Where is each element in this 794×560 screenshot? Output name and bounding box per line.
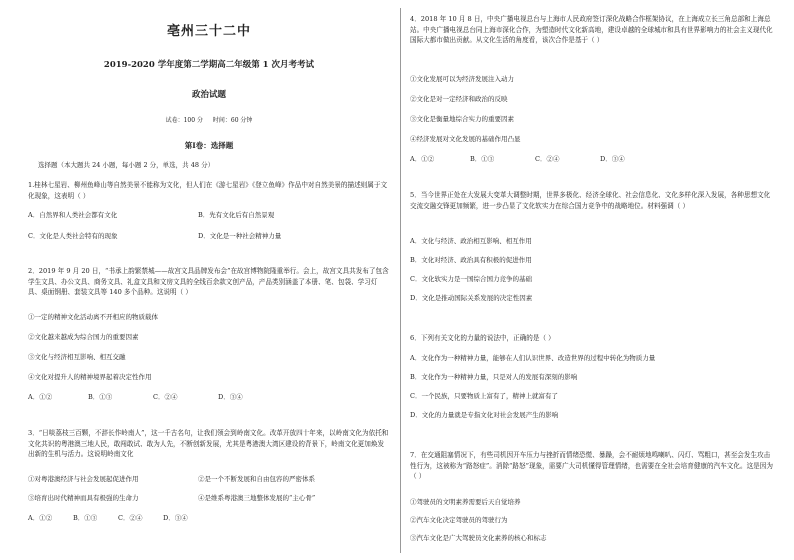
option[interactable]: D．③④: [163, 514, 188, 522]
statement: ③汽车文化是广大驾驶员文化素养的核心和标志: [410, 534, 547, 542]
statement: ④经济发展对文化发展的基础作用凸显: [410, 135, 521, 143]
subject-title: 政治试题: [191, 90, 226, 100]
option[interactable]: B．①③: [88, 393, 113, 401]
option[interactable]: C．②④: [153, 393, 178, 401]
statement: ②汽车文化决定驾驶员的驾驶行为: [410, 516, 508, 524]
time-label: 时间：60 分钟: [212, 117, 253, 124]
option[interactable]: B．①③: [73, 514, 98, 522]
option[interactable]: A．①②: [28, 393, 53, 401]
statement: ②是一个不断发展和自由包容的严密体系: [198, 475, 315, 483]
option[interactable]: C．一个民族，只要物质上富有了，精神上就富有了: [410, 392, 558, 400]
option[interactable]: B．①③: [470, 155, 495, 163]
part-title: 第Ⅰ卷：选择题: [184, 141, 234, 150]
exam-title: 2019-2020 学年度第二学期高二年级第 1 次月考考试: [103, 60, 315, 70]
school-name: 亳州三十二中: [166, 24, 251, 39]
question-3-stem: 3．“日啖荔枝三百颗，不辞长作岭南人”，这一千古名句，让我们领会到岭南文化。改革开放四十年来，以岭南文化为依托和文化共识的粤港澳三地人民，敢闯敢试、敢为人先，不断创新发展，尤其是粤港澳大湾区建设的背景下，岭南文化更加焕发出新的生机与活力。这说明岭南文化: [28, 429, 389, 458]
question-7-stem: 7．在交通阻塞情况下，有些司机因开车压力与挫折而情绪恐慌、暴躁，会不耐烦地鸣喇叭、闪灯、骂粗口，甚至会发生攻击性行为，这被称为“路怒症”。消除“路怒”现象，需要广大司机懂得管理情绪，也需要在全社会培育健康的汽车文化。这是因为（ ）: [410, 451, 773, 480]
option[interactable]: D．文化是推动国际关系发展的决定性因素: [410, 294, 533, 302]
question-1-stem: 1.桂林七星岩、柳州鱼峰山等自然美景不能称为文化，但人们在《游七星岩》《登立鱼峰》作品中对自然美景的描述则属于文化现象，这表明（ ）: [28, 181, 388, 200]
statement: ①文化发展可以为经济发展注入动力: [410, 75, 514, 83]
question-4-stem: 4．2018 年 10 月 8 日，中央广播电视总台与上海市人民政府签订深化战略合作框架协议，在上海成立长三角总部和上海总站。中央广播电视总台同上海市深化合作，为塑造时代文化新高地，建设卓越的全球城市和具有世界影响力的社会主义现代化国际大都市做出贡献。从文化生活的角度看，该次合作是基于（ ）: [410, 15, 773, 44]
statement: ①驾驶员的文明素养需要后天自觉培养: [410, 498, 521, 506]
option[interactable]: B．文化作为一种精神力量，只是对人的发展有深刻的影响: [410, 373, 578, 381]
option[interactable]: B．先有文化后有自然景观: [198, 211, 275, 219]
option[interactable]: A．文化作为一种精神力量，能够在人们认识世界、改造世界的过程中转化为物质力量: [410, 354, 656, 362]
statement: ③文化是衡量地综合实力的重要因素: [410, 115, 514, 123]
score-label: 试卷：100 分: [165, 117, 203, 124]
option[interactable]: A．自然界和人类社会都有文化: [28, 211, 118, 219]
statement: ②文化越来越成为综合国力的重要因素: [28, 333, 139, 341]
option[interactable]: C．文化软实力是一国综合国力竞争的基础: [410, 275, 532, 283]
statement: ①对粤港澳经济与社会发展起促进作用: [28, 475, 139, 483]
option[interactable]: C．②④: [118, 514, 143, 522]
statement: ④是维系粤港澳三地整体发展的“主心骨”: [198, 494, 316, 502]
column-divider: [400, 8, 401, 553]
statement: ④文化对提升人的精神境界起着决定性作用: [28, 373, 152, 381]
instructions: 选择题（本大题共 24 小题，每小题 2 分，单选，共 48 分）: [38, 161, 215, 169]
statement: ①一定的精神文化活动离不开相应的物质载体: [28, 313, 158, 321]
question-2-stem: 2．2019 年 9 月 20 日，“书承上韵繁禁城——故宫文具品牌发布会”在故宫博物院隆重举行。会上，故宫文具共发布了包含学生文具、办公文具、商务文具、礼盒文具和文房文具的全线百余款文创产品，产品类别涵盖了本册、笔、包袋、学习灯具、桌面钢册、套装文具等 140 多个品种。这说明（ ）: [28, 267, 389, 296]
option[interactable]: D．③④: [218, 393, 243, 401]
statement: ③培育出时代精神而具有极强的生命力: [28, 494, 139, 502]
option[interactable]: A．①②: [28, 514, 53, 522]
option[interactable]: C．文化是人类社会特有的现象: [28, 232, 118, 240]
statement: ②文化是对一定经济和政治的反映: [410, 95, 508, 103]
option[interactable]: D．文化是一种社会精神力量: [198, 232, 282, 240]
question-6-stem: 6．下列有关文化的力量的说法中，正确的是（ ）: [410, 334, 555, 342]
option[interactable]: A．文化与经济、政治相互影响、相互作用: [410, 237, 532, 245]
exam-meta: [28, 115, 390, 124]
option[interactable]: C．②④: [535, 155, 560, 163]
option[interactable]: B．文化对经济、政治具有积极的促进作用: [410, 256, 532, 264]
statement: ③文化与经济相互影响、相互交融: [28, 353, 126, 361]
option[interactable]: D．③④: [600, 155, 625, 163]
option[interactable]: A．①②: [410, 155, 435, 163]
question-5-stem: 5．当今世界正处在大发展大变革大调整时期，世界多极化、经济全球化、社会信息化、文化多样化深入发展，各种思想文化交流交融交锋更加频繁，进一步凸显了文化软实力在综合国力竞争中的战略地位。材料强调（ ）: [410, 191, 771, 210]
option[interactable]: D．文化的力量就是专指文化对社会发展产生的影响: [410, 411, 559, 419]
